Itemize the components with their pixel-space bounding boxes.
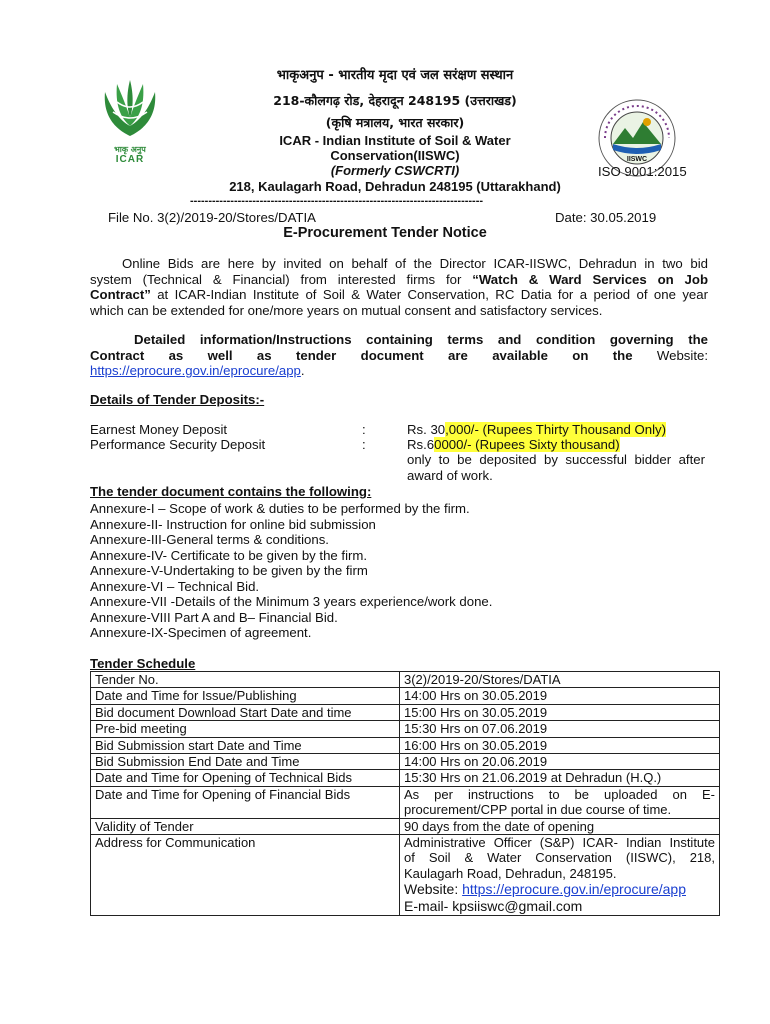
- email-address: E-mail- kpsiiswc@gmail.com: [404, 898, 583, 915]
- psd-colon: :: [362, 437, 366, 452]
- schedule-value: 15:30 Hrs on 07.06.2019: [400, 721, 720, 737]
- eprocure-link[interactable]: https://eprocure.gov.in/eprocure/app: [90, 363, 301, 378]
- psd-value: [407, 437, 620, 453]
- wheat-emblem-icon: [95, 78, 165, 140]
- list-item: Annexure-V-Undertaking to be given by the firm: [90, 563, 368, 578]
- psd-value-a: Rs.6: [407, 437, 435, 452]
- emd-colon: :: [362, 422, 366, 437]
- psd-note-line2: award of work.: [407, 467, 493, 483]
- tender-schedule-table: [90, 671, 720, 916]
- intro-line2-text: system (Technical & Financial) from interested firms for: [90, 271, 473, 287]
- emd-label: Earnest Money Deposit: [90, 422, 228, 437]
- intro-line3: [90, 287, 708, 303]
- link-suffix: .: [300, 363, 305, 378]
- table-row: [91, 754, 720, 770]
- schedule-label: Pre-bid meeting: [91, 721, 400, 737]
- schedule-label: Validity of Tender: [91, 818, 400, 834]
- table-row: [91, 704, 720, 720]
- iiswc-logo-text: IISWC: [626, 156, 648, 163]
- intro-paragraph: [90, 256, 708, 318]
- schedule-value-address: [400, 835, 720, 916]
- address-line3: Kaulagarh Road, Dehradun, 248195.: [404, 865, 617, 881]
- intro-line2-bold: “Watch & Ward Services on Job: [472, 271, 709, 287]
- table-row: [91, 688, 720, 704]
- header-hindi-line2: 218-कौलगढ़ रोड, देहरादून 248195 (उत्तराखड): [273, 93, 517, 108]
- schedule-value: 15:00 Hrs on 30.05.2019: [400, 704, 720, 720]
- schedule-value-financial: [400, 786, 720, 818]
- notice-date: Date: 30.05.2019: [555, 210, 657, 225]
- table-row: [91, 721, 720, 737]
- iso-certification: ISO 9001:2015: [598, 164, 687, 179]
- schedule-label: Address for Communication: [91, 835, 400, 916]
- list-item: Annexure-IX-Specimen of agreement.: [90, 625, 312, 640]
- intro-line3-bold: Contract”: [90, 287, 151, 302]
- header-hindi-line1: भाकृअनुप - भारतीय मृदा एवं जल सरंक्षण सस्थान: [276, 68, 514, 83]
- list-item: Annexure-VII -Details of the Minimum 3 years experience/work done.: [90, 594, 493, 609]
- schedule-label: Bid document Download Start Date and time: [91, 704, 400, 720]
- schedule-label: Bid Submission End Date and Time: [91, 754, 400, 770]
- schedule-heading: Tender Schedule: [90, 656, 196, 671]
- schedule-value: 16:00 Hrs on 30.05.2019: [400, 737, 720, 753]
- address-line2: of Soil & Water Conservation (IISWC), 218,: [404, 850, 715, 866]
- table-row: [91, 737, 720, 753]
- table-row: [91, 770, 720, 786]
- schedule-label: Date and Time for Opening of Financial Bids: [91, 786, 400, 818]
- schedule-value: 15:30 Hrs on 21.06.2019 at Dehradun (H.Q.): [400, 770, 720, 786]
- intro-line2: [90, 272, 708, 288]
- header-eng-line3: (Formerly CSWCRTI): [330, 163, 460, 178]
- header-eng-line1: ICAR - Indian Institute of Soil & Water: [279, 133, 511, 148]
- list-item: Annexure-III-General terms & conditions.: [90, 532, 329, 547]
- emd-value: [407, 422, 666, 438]
- details-line2-text: Website:: [656, 347, 708, 363]
- details-line3: [90, 363, 708, 379]
- table-row: [91, 786, 720, 818]
- annexure-list: [90, 501, 492, 641]
- schedule-label: Tender No.: [91, 672, 400, 688]
- header-eng-line2: Conservation(IISWC): [330, 148, 460, 163]
- annexures-heading: The tender document contains the following:: [90, 484, 372, 499]
- icar-logo-text: ICAR: [115, 154, 145, 165]
- schedule-value: 14:00 Hrs on 30.05.2019: [400, 688, 720, 704]
- details-line2: [90, 348, 708, 364]
- details-line1: Detailed information/Instructions containing terms and condition governing the: [134, 332, 708, 347]
- website-label: Website:: [404, 881, 463, 898]
- financial-line2: procurement/CPP portal in due course of time.: [404, 802, 672, 818]
- schedule-label: Date and Time for Opening of Technical Bids: [91, 770, 400, 786]
- website-link[interactable]: https://eprocure.gov.in/eprocure/app: [462, 881, 686, 898]
- header-separator: --------------------------------------------------------------------------------: [190, 196, 484, 206]
- icar-logo: [95, 78, 165, 165]
- page-title: E-Procurement Tender Notice: [283, 225, 487, 241]
- intro-line1: Online Bids are here by invited on behalf of the Director ICAR-IISWC, Dehradun in two bid: [122, 256, 708, 271]
- schedule-label: Date and Time for Issue/Publishing: [91, 688, 400, 704]
- schedule-value: 14:00 Hrs on 20.06.2019: [400, 754, 720, 770]
- financial-line1: As per instructions to be uploaded on E-: [404, 786, 715, 802]
- psd-note-line1: only to be deposited by successful bidder after: [407, 452, 705, 467]
- psd-value-highlight: 0000/- (Rupees Sixty thousand): [434, 437, 620, 452]
- table-row: [91, 835, 720, 916]
- header-hindi-line3: (कृषि मत्रालय, भारत सरकार): [325, 115, 465, 130]
- intro-line4: which can be extended for one/more years on mutual consent and satisfactory services.: [90, 302, 603, 318]
- schedule-label: Bid Submission start Date and Time: [91, 737, 400, 753]
- list-item: Annexure-II- Instruction for online bid submission: [90, 516, 376, 532]
- list-item: Annexure-IV- Certificate to be given by the firm.: [90, 547, 368, 563]
- emd-value-a: Rs. 30: [407, 422, 446, 437]
- details-line2-bold: Contract as well as tender document are available on the: [90, 347, 657, 363]
- list-item: Annexure-VI – Technical Bid.: [90, 578, 260, 594]
- header-eng-line4: 218, Kaulagarh Road, Dehradun 248195 (Uttarakhand): [229, 179, 561, 194]
- file-number: File No. 3(2)/2019-20/Stores/DATIA: [108, 210, 316, 225]
- deposits-heading: Details of Tender Deposits:-: [90, 392, 265, 407]
- list-item: Annexure-I – Scope of work & duties to be performed by the firm.: [90, 501, 470, 516]
- icar-logo-hindi: भाकृ अनुप: [114, 145, 146, 154]
- schedule-value: 3(2)/2019-20/Stores/DATIA: [400, 672, 720, 688]
- table-row: [91, 818, 720, 834]
- list-item: Annexure-VIII Part A and B– Financial Bid.: [90, 609, 338, 625]
- intro-line3-text: at ICAR-Indian Institute of Soil & Water Conservation, RC Datia for a period of one year: [150, 287, 708, 302]
- emd-value-highlight: ,000/- (Rupees Thirty Thousand Only): [445, 422, 667, 437]
- table-row: [91, 672, 720, 688]
- schedule-value: 90 days from the date of opening: [400, 818, 720, 834]
- website-line: [404, 881, 715, 898]
- psd-note: [407, 452, 705, 483]
- address-line1: Administrative Officer (S&P) ICAR- Indian Institute: [404, 835, 715, 851]
- details-paragraph: [90, 332, 708, 379]
- psd-label: Performance Security Deposit: [90, 437, 266, 452]
